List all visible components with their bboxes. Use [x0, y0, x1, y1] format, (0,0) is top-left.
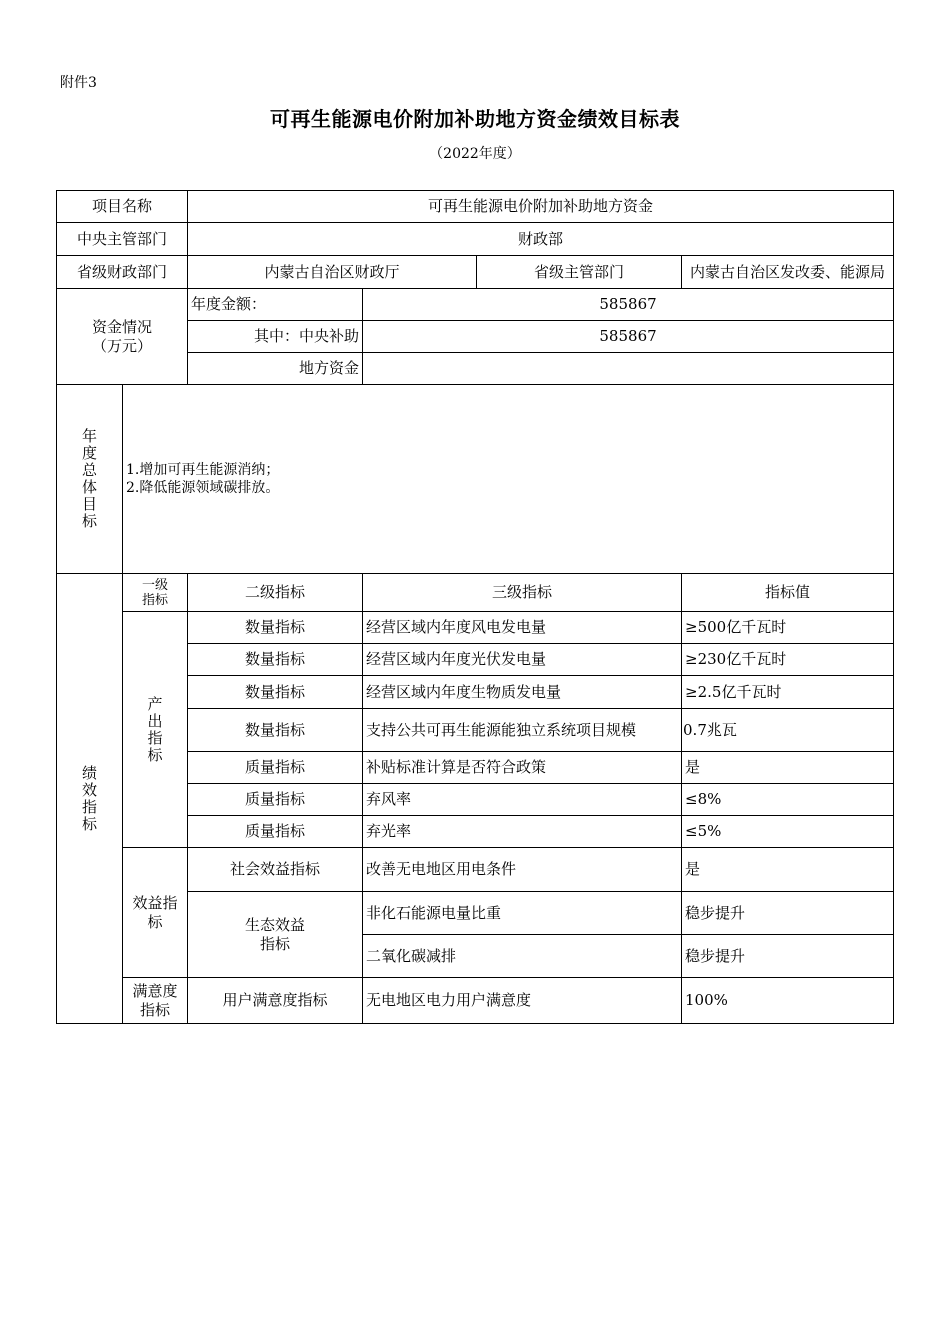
level3-header: 三级指标	[363, 574, 682, 612]
row-central-dept	[57, 223, 894, 256]
level2-cell: 数量指标	[188, 676, 363, 709]
level3-cell: 二氧化碳减排	[363, 935, 682, 978]
value-cell: 100%	[682, 978, 894, 1024]
benefit-indicators-label: 效益指 标	[123, 848, 188, 978]
level2-cell: 质量指标	[188, 816, 363, 848]
satisfaction-indicators-label: 满意度 指标	[123, 978, 188, 1024]
prov-dept-value: 内蒙古自治区发改委、能源局	[682, 256, 894, 289]
annual-goals-label: 年 度 总 体 目 标	[57, 385, 123, 574]
level3-cell: 经营区域内年度生物质发电量	[363, 676, 682, 709]
level3-cell: 支持公共可再生能源能独立系统项目规模	[363, 709, 682, 752]
funds-label-line2: （万元）	[92, 336, 153, 355]
project-name-value: 可再生能源电价附加补助地方资金	[188, 191, 894, 223]
level1-header: 一级 指标	[123, 574, 188, 612]
value-cell: 是	[682, 848, 894, 892]
funds-label-line1: 资金情况	[92, 317, 153, 336]
level3-cell: 无电地区电力用户满意度	[363, 978, 682, 1024]
level3-cell: 改善无电地区用电条件	[363, 848, 682, 892]
funds-label	[57, 289, 188, 385]
performance-target-table	[56, 190, 894, 1024]
local-funds-label: 地方资金	[188, 353, 363, 385]
table-row	[57, 612, 894, 644]
row-funds-annual	[57, 289, 894, 321]
level3-cell: 经营区域内年度风电发电量	[363, 612, 682, 644]
row-project-name	[57, 191, 894, 223]
level2-cell: 质量指标	[188, 784, 363, 816]
value-cell: ≥230亿千瓦时	[682, 644, 894, 676]
level3-cell: 经营区域内年度光伏发电量	[363, 644, 682, 676]
table-row	[57, 848, 894, 892]
page-title: 可再生能源电价附加补助地方资金绩效目标表	[270, 107, 680, 131]
prov-dept-label: 省级主管部门	[476, 256, 681, 288]
eco-benefit-label: 生态效益 指标	[188, 892, 363, 978]
annual-amount-value: 585867	[363, 289, 894, 321]
level2-cell: 数量指标	[188, 612, 363, 644]
output-indicators-label: 产 出 指 标	[123, 612, 188, 848]
row-indicator-header	[57, 574, 894, 612]
prov-finance-value: 内蒙古自治区财政厅	[264, 262, 400, 281]
row-provincial	[57, 256, 894, 289]
social-benefit-label: 社会效益指标	[188, 848, 363, 892]
value-header: 指标值	[682, 574, 894, 612]
local-funds-value	[363, 353, 894, 385]
goal-item: 2.降低能源领域碳排放。	[126, 480, 280, 496]
value-cell: 稳步提升	[682, 935, 894, 978]
level3-cell: 补贴标准计算是否符合政策	[363, 752, 682, 784]
central-dept-value: 财政部	[188, 223, 894, 256]
row-annual-goals	[57, 385, 894, 574]
level2-cell: 用户满意度指标	[188, 978, 363, 1024]
central-subsidy-value: 585867	[363, 321, 894, 353]
level2-header: 二级指标	[188, 574, 363, 612]
value-cell: ≤8%	[682, 784, 894, 816]
level2-cell: 数量指标	[188, 709, 363, 752]
value-cell: ≥500亿千瓦时	[682, 612, 894, 644]
value-cell: ≤5%	[682, 816, 894, 848]
project-name-label: 项目名称	[57, 191, 188, 223]
prov-finance-split	[188, 256, 682, 289]
level3-cell: 非化石能源电量比重	[363, 892, 682, 935]
goal-item: 1.增加可再生能源消纳；	[126, 462, 280, 478]
annual-amount-label: 年度金额：	[188, 289, 363, 321]
attachment-label: 附件3	[60, 75, 97, 91]
level2-cell: 质量指标	[188, 752, 363, 784]
performance-indicators-label: 绩 效 指 标	[57, 574, 123, 1024]
annual-goals-content	[123, 385, 894, 574]
prov-finance-label: 省级财政部门	[57, 256, 188, 289]
value-cell: 稳步提升	[682, 892, 894, 935]
level3-cell: 弃风率	[363, 784, 682, 816]
level3-cell: 弃光率	[363, 816, 682, 848]
level2-cell: 数量指标	[188, 644, 363, 676]
central-dept-label: 中央主管部门	[57, 223, 188, 256]
fiscal-year: （2022年度）	[429, 146, 521, 162]
value-cell: 0.7兆瓦	[682, 709, 894, 752]
table-row	[57, 978, 894, 1024]
value-cell: 是	[682, 752, 894, 784]
central-subsidy-label: 其中：中央补助	[188, 321, 363, 353]
value-cell: ≥2.5亿千瓦时	[682, 676, 894, 709]
